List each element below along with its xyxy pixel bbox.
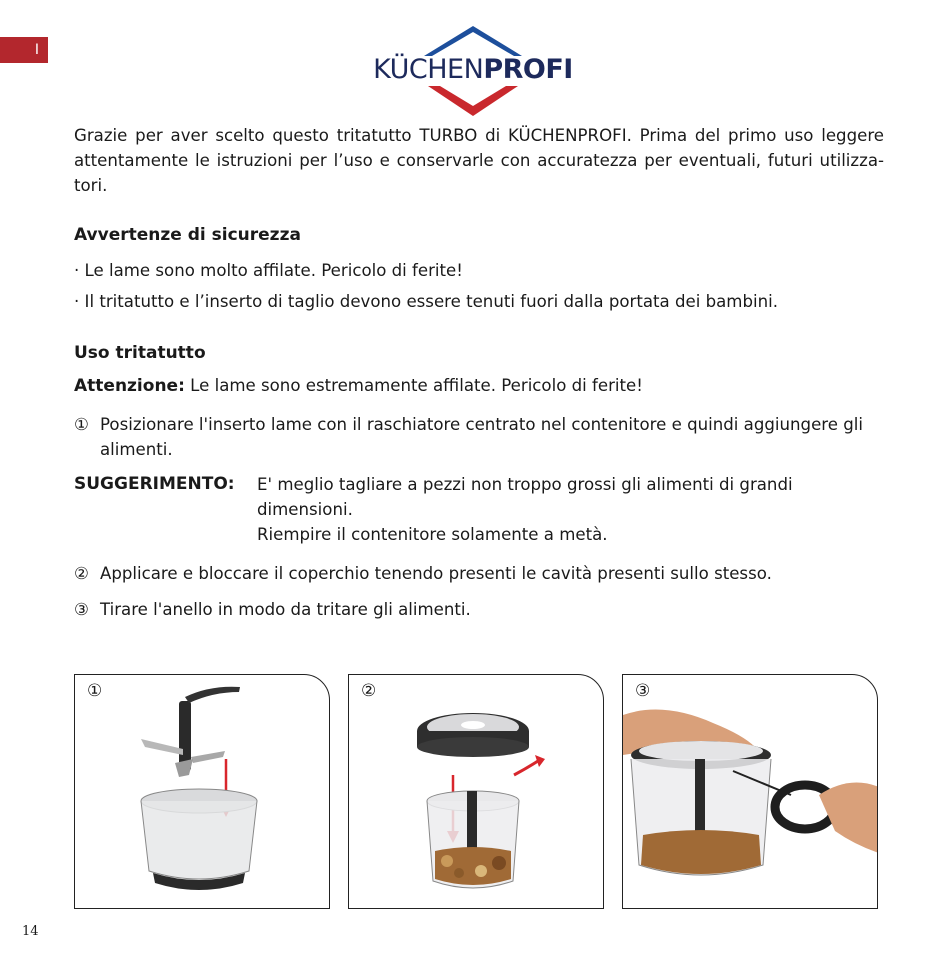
blade-insert-container-image — [75, 675, 330, 909]
intro-paragraph: Grazie per aver scelto questo tritatutto TURBO di KÜCHENPROFI. Prima del primo uso leggere attentamente le istruzioni per l’uso e conservarle con accuratezza per eventuali, futuri utilizza-tori. — [74, 126, 884, 195]
language-tab-label: I — [34, 42, 39, 58]
panel-2-number: ② — [361, 681, 377, 701]
page-number: 14 — [22, 924, 39, 939]
step-3 — [74, 597, 884, 622]
step-2 — [74, 561, 884, 586]
logo-wordmark: KÜCHENPROFI — [373, 54, 573, 85]
illustration-panel-2 — [348, 674, 604, 909]
illustration-panel-1 — [74, 674, 330, 909]
panel-3-number: ③ — [635, 681, 651, 701]
warning-label: Attenzione: — [74, 376, 185, 396]
step-1-text: Posizionare l'inserto lame con il raschiatore centrato nel contenitore e quindi aggiungere gli alimenti. — [100, 415, 863, 459]
tip-line-1: E' meglio tagliare a pezzi non troppo grossi gli alimenti di grandi dimensioni. — [257, 475, 793, 519]
tip-label: SUGGERIMENTO: — [74, 474, 235, 494]
step-1 — [74, 412, 884, 462]
warning-line — [74, 373, 884, 399]
tip-body — [257, 472, 857, 547]
tip-line-2: Riempire il contenitore solamente a metà. — [257, 525, 608, 544]
warning-text: Le lame sono estremamente affilate. Pericolo di ferite! — [184, 376, 643, 395]
step-3-number: ③ — [74, 600, 89, 619]
step-2-number: ② — [74, 564, 89, 583]
step-3-text: Tirare l'anello in modo da tritare gli alimenti. — [100, 600, 471, 619]
panel-1-number: ① — [87, 681, 103, 701]
step-2-text: Applicare e bloccare il coperchio tenendo presenti le cavità presenti sullo stesso. — [100, 564, 772, 583]
safety-item-2: · Il tritatutto e l’inserto di taglio devono essere tenuti fuori dalla portata dei bambini. — [74, 292, 778, 311]
safety-heading: Avvertenze di sicurezza — [74, 225, 301, 245]
safety-item-1: · Le lame sono molto affilate. Pericolo di ferite! — [74, 261, 463, 280]
language-tab — [0, 37, 48, 63]
usage-heading: Uso tritatutto — [74, 343, 206, 363]
step-1-number: ① — [74, 415, 89, 434]
kuchenprofi-logo — [368, 20, 578, 120]
illustration-panel-3 — [622, 674, 878, 909]
pulling-ring-image — [623, 675, 878, 909]
lid-and-bowl-image — [349, 675, 604, 909]
